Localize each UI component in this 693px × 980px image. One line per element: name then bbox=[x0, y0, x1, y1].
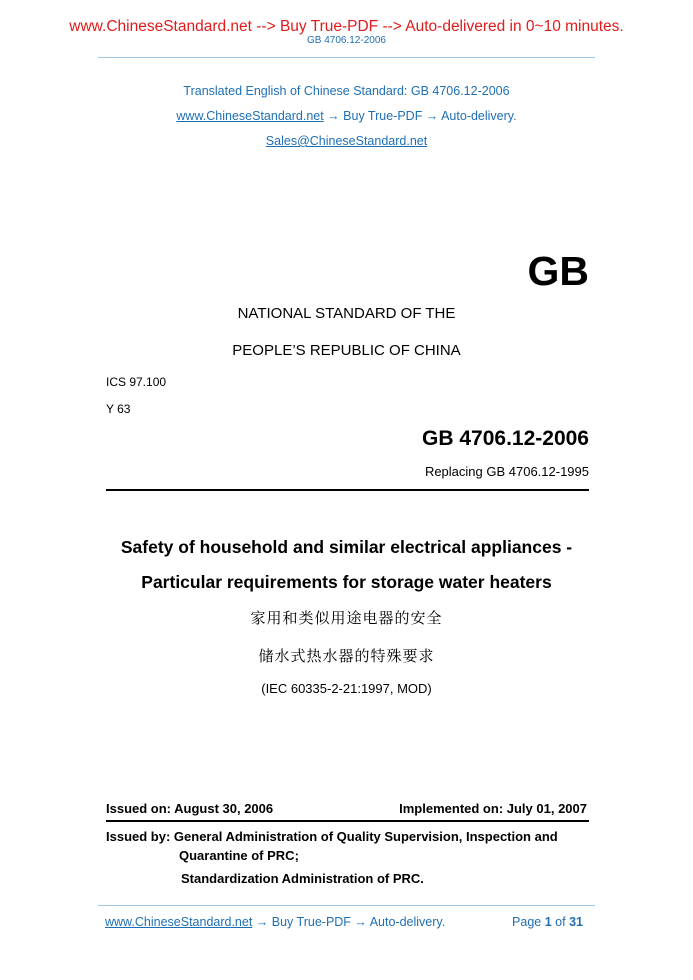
footer-site-link[interactable]: www.ChineseStandard.net bbox=[105, 915, 253, 929]
page-number: 1 bbox=[544, 915, 552, 929]
issued-by-org2: Standardization Administration of PRC. bbox=[181, 871, 424, 886]
translation-note: Translated English of Chinese Standard: GB 4706.12-2006 bbox=[183, 84, 510, 98]
issued-by-org1-cont: Quarantine of PRC; bbox=[179, 848, 299, 863]
issued-on: Issued on: August 30, 2006 bbox=[106, 801, 274, 816]
national-standard-line2: PEOPLE’S REPUBLIC OF CHINA bbox=[232, 342, 461, 359]
national-standard-line1: NATIONAL STANDARD OF THE bbox=[237, 305, 456, 322]
buy-text: → Buy True-PDF → Auto-delivery. bbox=[323, 109, 517, 123]
implemented-on: Implemented on: July 01, 2007 bbox=[399, 801, 587, 816]
translation-links bbox=[0, 109, 693, 123]
header-divider bbox=[98, 57, 595, 58]
issued-by-block bbox=[106, 827, 558, 888]
page-total: 31 bbox=[569, 915, 583, 929]
header-standard-code: GB 4706.12-2006 bbox=[307, 35, 386, 46]
site-link[interactable]: www.ChineseStandard.net bbox=[176, 109, 324, 123]
title-divider bbox=[106, 489, 589, 491]
footer-divider bbox=[98, 905, 595, 906]
page-label: Page bbox=[512, 915, 542, 929]
dates-divider bbox=[106, 820, 589, 822]
footer-links bbox=[105, 915, 445, 929]
of-label: of bbox=[555, 915, 566, 929]
gb-mark: GB bbox=[527, 248, 589, 294]
chinese-title-line1: 家用和类似用途电器的安全 bbox=[250, 609, 443, 627]
page-indicator bbox=[512, 915, 583, 929]
standard-code: GB 4706.12-2006 bbox=[422, 427, 589, 450]
chinese-title-line2: 储水式热水器的特殊要求 bbox=[258, 647, 435, 665]
title-line1: Safety of household and similar electrical appliances - bbox=[120, 537, 573, 557]
ics-code: ICS 97.100 bbox=[106, 375, 167, 389]
issued-by-label: Issued by: bbox=[106, 829, 171, 844]
iec-reference: (IEC 60335-2-21:1997, MOD) bbox=[261, 681, 432, 696]
issued-by-org1: General Administration of Quality Supervision, Inspection and bbox=[173, 829, 558, 844]
ccs-code: Y 63 bbox=[106, 402, 131, 416]
replacing-note: Replacing GB 4706.12-1995 bbox=[424, 464, 589, 479]
title-line2: Particular requirements for storage water heaters bbox=[141, 572, 552, 592]
promo-banner[interactable]: www.ChineseStandard.net --> Buy True-PDF --> Auto-delivered in 0~10 minutes. bbox=[69, 18, 624, 35]
email-line bbox=[0, 134, 693, 148]
email-link[interactable]: Sales@ChineseStandard.net bbox=[265, 134, 428, 148]
footer-buy-text: → Buy True-PDF → Auto-delivery. bbox=[252, 915, 446, 929]
